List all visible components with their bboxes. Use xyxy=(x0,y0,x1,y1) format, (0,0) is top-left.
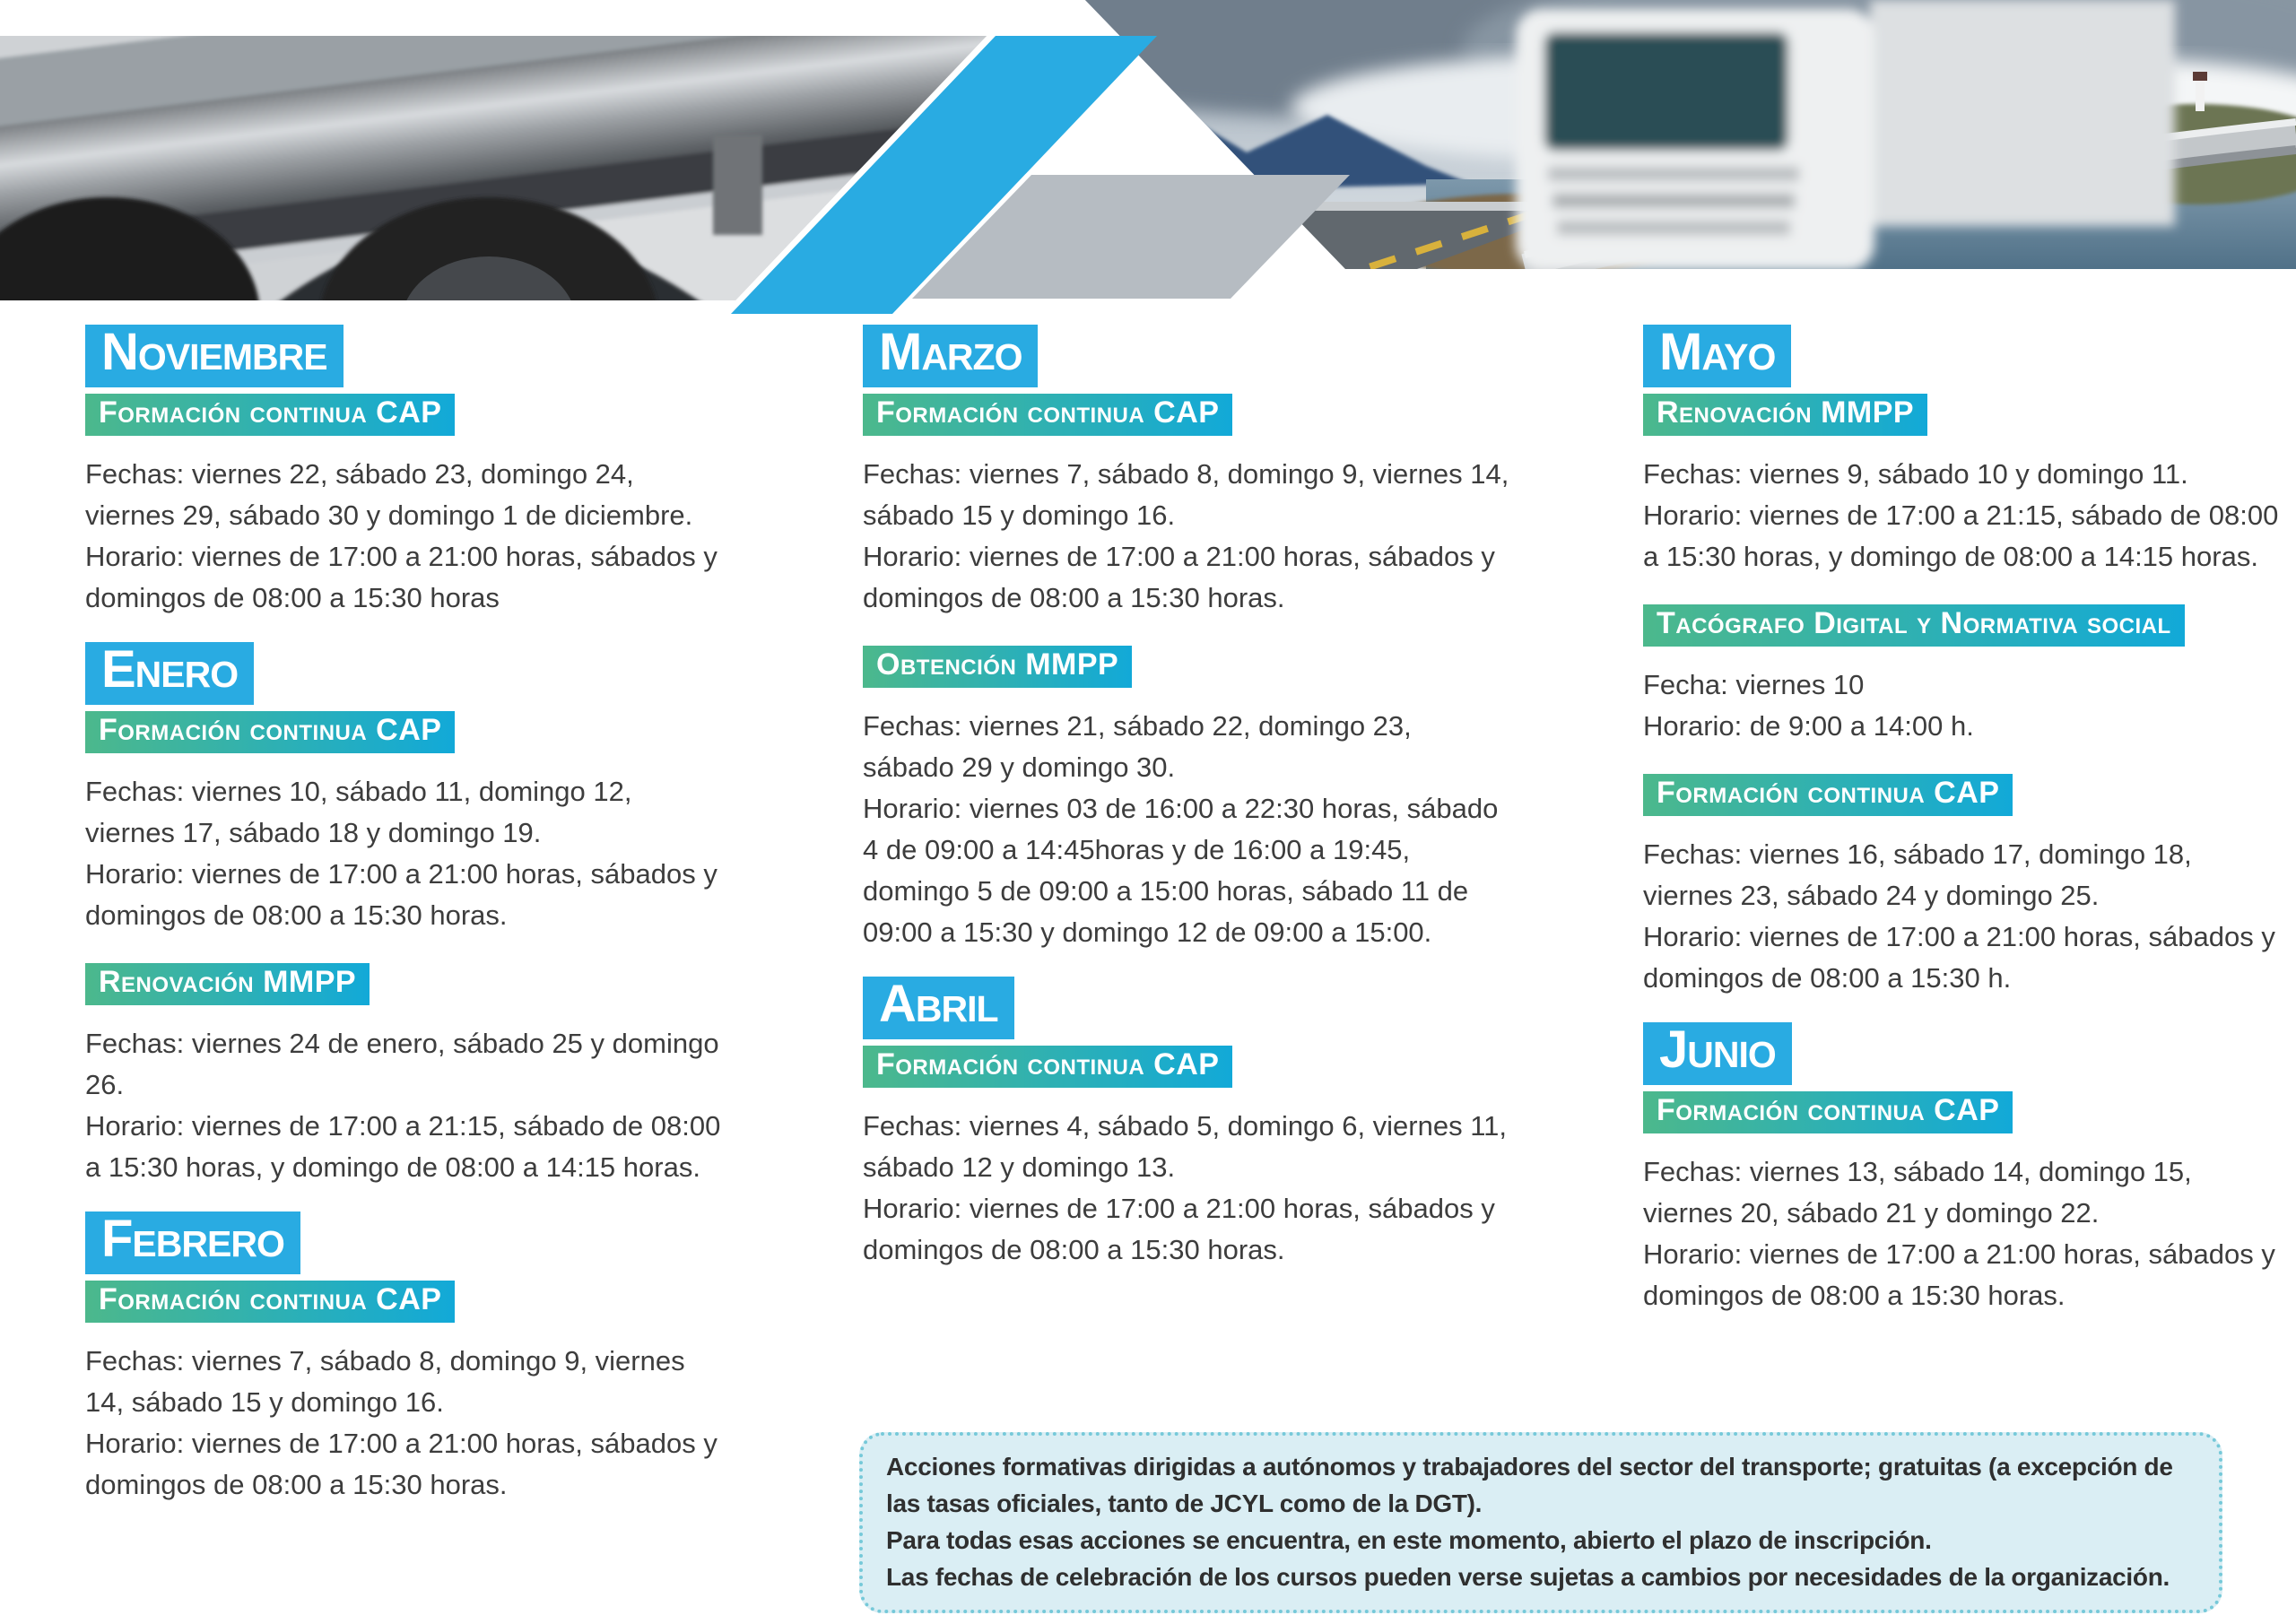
schedule-line: Horario: viernes de 17:00 a 21:00 horas, sábados y domingos de 08:00 a 15:30 horas xyxy=(85,541,718,613)
schedule-line: Horario: viernes 03 de 16:00 a 22:30 horas, sábado 4 de 09:00 a 14:45horas y de 16:00 a 19:45, domingo 5 de 09:00 a 15:00 horas, sábado 11 de 09:00 a 15:30 y domingo 12 de 09:00 a 15:00. xyxy=(863,793,1499,948)
header-collage xyxy=(0,0,2296,316)
schedule-line: Horario: viernes de 17:00 a 21:15, sábado de 08:00 a 15:30 horas, y domingo de 08:00 a 14:15 horas. xyxy=(85,1110,721,1183)
month-title: Mayo xyxy=(1643,325,1791,387)
schedule-line: Horario: viernes de 17:00 a 21:00 horas, sábados y domingos de 08:00 a 15:30 horas. xyxy=(85,858,718,931)
schedule-line: Fecha: viernes 10 xyxy=(1643,669,1865,700)
schedule-line: Horario: viernes de 17:00 a 21:00 horas, sábados y domingos de 08:00 a 15:30 horas. xyxy=(863,1193,1495,1265)
schedule-line: Horario: viernes de 17:00 a 21:00 horas, sábados y domingos de 08:00 a 15:30 horas. xyxy=(85,1428,718,1500)
schedule-line: Fechas: viernes 9, sábado 10 y domingo 11. xyxy=(1643,458,2188,490)
schedule-line: Fechas: viernes 7, sábado 8, domingo 9, viernes 14, sábado 15 y domingo 16. xyxy=(85,1345,685,1418)
schedule-text xyxy=(1643,664,2282,747)
column-3 xyxy=(1643,325,2282,1316)
course-type-badge: Formación continua CAP xyxy=(1643,1091,2013,1133)
month-title: Noviembre xyxy=(85,325,344,387)
schedule-text xyxy=(85,454,729,619)
schedule-line: Fechas: viernes 21, sábado 22, domingo 23, sábado 29 y domingo 30. xyxy=(863,710,1412,783)
course-type-badge: Formación continua CAP xyxy=(1643,774,2013,816)
schedule-line: Fechas: viernes 16, sábado 17, domingo 18, viernes 23, sábado 24 y domingo 25. xyxy=(1643,838,2192,911)
note-line: Acciones formativas dirigidas a autónomos y trabajadores del sector del transporte; gratuitas (a excepción de las tasas oficiales, tanto de JCYL como de la DGT). xyxy=(886,1453,2173,1517)
month-title: Enero xyxy=(85,642,254,705)
schedule-text xyxy=(863,454,1510,619)
month-title: Junio xyxy=(1643,1022,1792,1085)
schedule-line: Horario: viernes de 17:00 a 21:00 horas, sábados y domingos de 08:00 a 15:30 horas. xyxy=(863,541,1495,613)
schedule-line: Fechas: viernes 22, sábado 23, domingo 24, viernes 29, sábado 30 y domingo 1 de diciembre. xyxy=(85,458,693,531)
schedule-line: Fechas: viernes 10, sábado 11, domingo 12, viernes 17, sábado 18 y domingo 19. xyxy=(85,776,632,848)
schedule-text xyxy=(85,1023,729,1188)
schedule-text xyxy=(863,706,1510,953)
month-title: Marzo xyxy=(863,325,1038,387)
schedule-line: Horario: de 9:00 a 14:00 h. xyxy=(1643,710,1974,742)
note-line: Las fechas de celebración de los cursos pueden verse sujetas a cambios por necesidades de la organización. xyxy=(886,1563,2170,1591)
schedule-text xyxy=(1643,834,2282,999)
schedule-line: Horario: viernes de 17:00 a 21:00 horas, sábados y domingos de 08:00 a 15:30 h. xyxy=(1643,921,2275,994)
schedule-line: Fechas: viernes 13, sábado 14, domingo 15, viernes 20, sábado 21 y domingo 22. xyxy=(1643,1156,2192,1229)
month-title: Abril xyxy=(863,977,1014,1039)
course-type-badge: Renovación MMPP xyxy=(1643,394,1927,436)
schedule-line: Horario: viernes de 17:00 a 21:15, sábado de 08:00 a 15:30 horas, y domingo de 08:00 a 14:15 horas. xyxy=(1643,499,2279,572)
course-type-badge: Renovación MMPP xyxy=(85,963,370,1005)
schedule-line: Horario: viernes de 17:00 a 21:00 horas, sábados y domingos de 08:00 a 15:30 horas. xyxy=(1643,1238,2275,1311)
note-line: Para todas esas acciones se encuentra, en este momento, abierto el plazo de inscripción. xyxy=(886,1526,1932,1554)
schedule-text xyxy=(1643,1151,2282,1316)
course-type-badge: Formación continua CAP xyxy=(85,394,455,436)
schedule-text xyxy=(1643,454,2282,578)
column-2 xyxy=(863,325,1510,1271)
schedule-line: Fechas: viernes 4, sábado 5, domingo 6, viernes 11, sábado 12 y domingo 13. xyxy=(863,1110,1508,1183)
course-type-badge: Obtención MMPP xyxy=(863,646,1132,688)
month-title: Febrero xyxy=(85,1211,300,1274)
schedule-text xyxy=(863,1106,1510,1271)
course-type-badge: Formación continua CAP xyxy=(85,711,455,753)
schedule-text xyxy=(85,1341,729,1506)
schedule-text xyxy=(85,771,729,936)
course-type-badge: Formación continua CAP xyxy=(863,394,1232,436)
course-type-badge: Tacógrafo Digital y Normativa social xyxy=(1643,604,2185,647)
info-note-box xyxy=(859,1432,2222,1613)
schedule-line: Fechas: viernes 24 de enero, sábado 25 y domingo 26. xyxy=(85,1028,719,1100)
course-type-badge: Formación continua CAP xyxy=(85,1281,455,1323)
column-1 xyxy=(85,325,729,1506)
course-type-badge: Formación continua CAP xyxy=(863,1046,1232,1088)
schedule-line: Fechas: viernes 7, sábado 8, domingo 9, viernes 14, sábado 15 y domingo 16. xyxy=(863,458,1509,531)
